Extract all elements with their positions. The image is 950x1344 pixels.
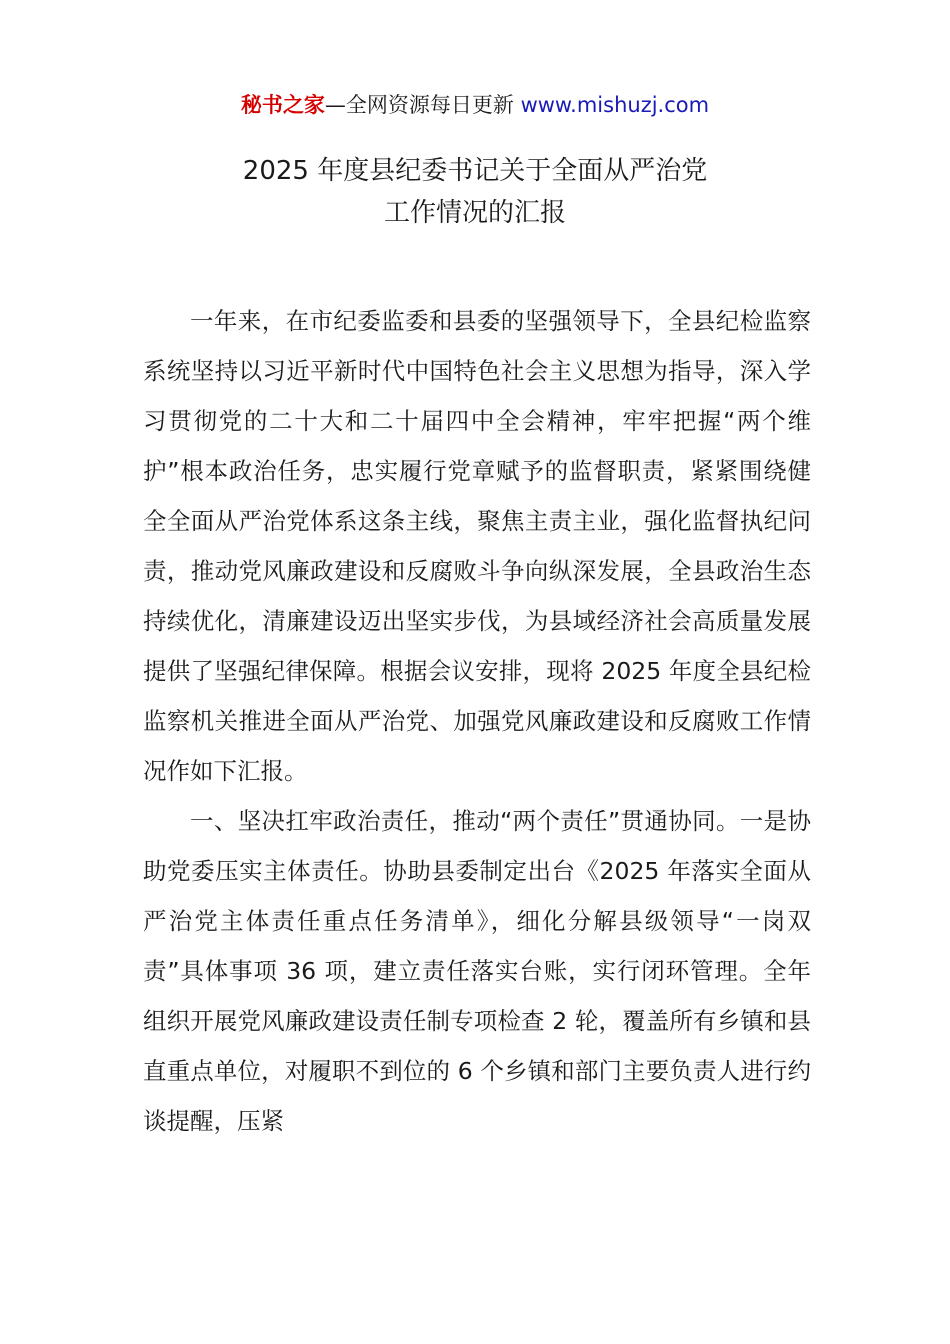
site-header xyxy=(0,90,950,120)
site-url-link[interactable]: www.mishuzj.com xyxy=(520,93,710,117)
title-line-1: 2025 年度县纪委书记关于全面从严治党 xyxy=(242,156,708,186)
section-one-paragraph: 一、坚决扛牢政治责任，推动“两个责任”贯通协同。一是协助党委压实主体责任。协助县委制定出台《2025 年落实全面从严治党主体责任重点任务清单》，细化分解县级领导“一岗双责”具体事项 36 项，建立责任落实台账，实行闭环管理。全年组织开展党风廉政建设责任制专项检查 2 轮，覆盖所有乡镇和县直重点单位，对履职不到位的 6 个乡镇和部门主要负责人进行约谈提醒，压紧 xyxy=(143,807,811,1135)
document-body xyxy=(143,296,811,1146)
title-line-2: 工作情况的汇报 xyxy=(383,198,566,228)
document-title xyxy=(0,150,950,234)
intro-paragraph: 一年来，在市纪委监委和县委的坚强领导下，全县纪检监察系统坚持以习近平新时代中国特色社会主义思想为指导，深入学习贯彻党的二十大和二十届四中全会精神，牢牢把握“两个维护”根本政治任务，忠实履行党章赋予的监督职责，紧紧围绕健全全面从严治党体系这条主线，聚焦主责主业，强化监督执纪问责，推动党风廉政建设和反腐败斗争向纵深发展，全县政治生态持续优化，清廉建设迈出坚实步伐，为县域经济社会高质量发展提供了坚强纪律保障。根据会议安排，现将 2025 年度全县纪检监察机关推进全面从严治党、加强党风廉政建设和反腐败工作情况作如下汇报。 xyxy=(143,307,811,785)
site-tagline: —全网资源每日更新 xyxy=(324,93,521,117)
site-brand: 秘书之家 xyxy=(240,93,325,117)
